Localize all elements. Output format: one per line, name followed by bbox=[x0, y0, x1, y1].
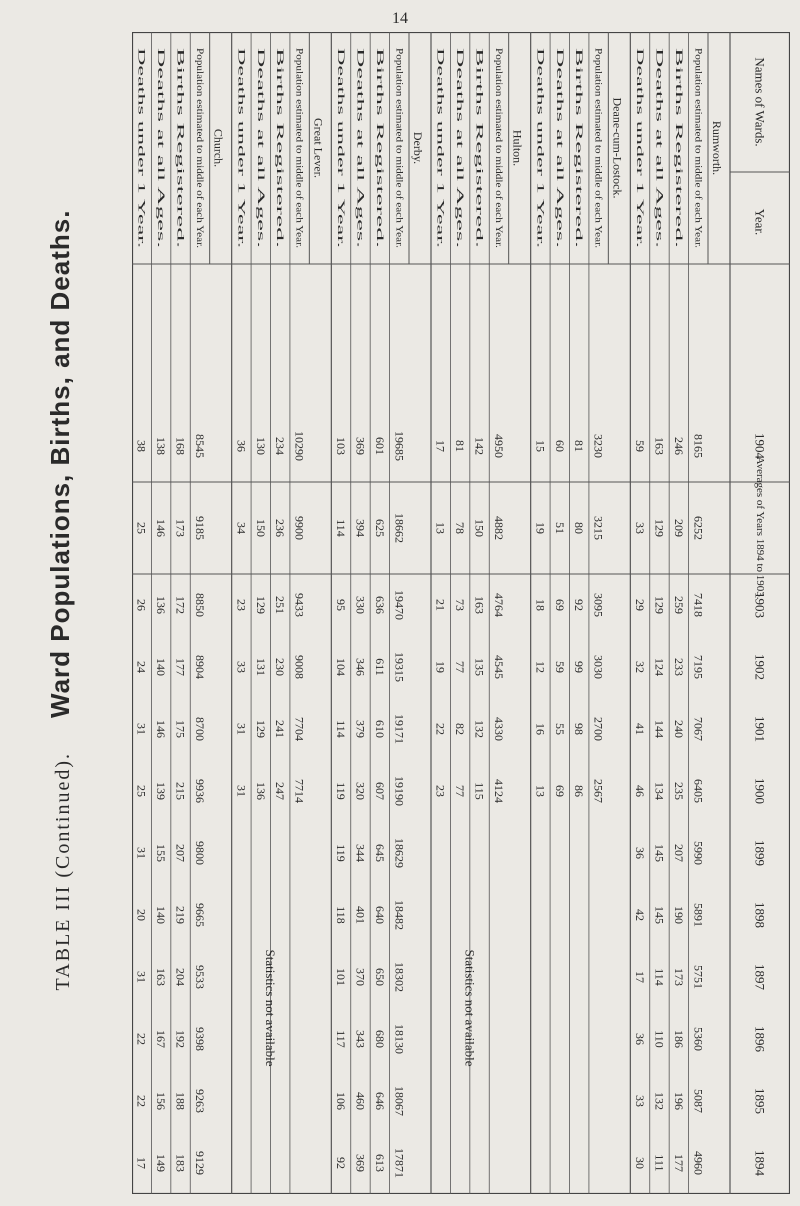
data-cell: 73 bbox=[453, 599, 468, 611]
data-cell: 8545 bbox=[192, 434, 207, 458]
data-cell: 55 bbox=[552, 723, 567, 735]
year-label: Year. bbox=[752, 208, 768, 236]
data-cell: 9800 bbox=[192, 841, 207, 865]
data-cell: 145 bbox=[652, 906, 667, 924]
data-cell: 146 bbox=[154, 720, 169, 738]
data-cell: 241 bbox=[273, 720, 288, 738]
data-cell: 235 bbox=[671, 782, 686, 800]
column-header: Births Registered. bbox=[574, 47, 585, 113]
data-cell: 110 bbox=[652, 1030, 667, 1048]
data-cell: 22 bbox=[433, 723, 448, 735]
data-cell: 173 bbox=[173, 519, 188, 537]
data-cell: 163 bbox=[652, 437, 667, 455]
data-cell: 59 bbox=[633, 440, 648, 453]
data-cell: 4330 bbox=[491, 717, 506, 741]
column-header: Births Registered. bbox=[275, 48, 286, 114]
column-header: Births Registered. bbox=[374, 48, 385, 113]
data-cell: 601 bbox=[372, 437, 387, 455]
data-cell: 20 bbox=[134, 909, 149, 921]
data-cell: 17871 bbox=[392, 1148, 407, 1178]
column-header: Deaths under 1 Year. bbox=[336, 47, 347, 123]
data-cell: 155 bbox=[154, 844, 169, 862]
data-cell: 77 bbox=[453, 785, 468, 797]
data-cell: 4764 bbox=[491, 593, 506, 617]
data-cell: 19 bbox=[433, 661, 448, 673]
data-cell: 207 bbox=[671, 844, 686, 862]
data-cell: 172 bbox=[173, 596, 188, 614]
data-cell: 9398 bbox=[192, 1027, 207, 1051]
data-cell: 34 bbox=[234, 522, 249, 534]
data-cell: 33 bbox=[633, 522, 648, 534]
data-cell: 77 bbox=[453, 661, 468, 673]
data-cell: 24 bbox=[134, 661, 149, 673]
data-cell: 25 bbox=[134, 522, 149, 534]
column-header: Deaths at all Ages. bbox=[554, 48, 565, 116]
data-cell: 251 bbox=[273, 596, 288, 614]
data-cell: 394 bbox=[353, 519, 368, 537]
data-cell: 460 bbox=[353, 1092, 368, 1110]
data-cell: 4545 bbox=[491, 655, 506, 679]
data-cell: 330 bbox=[353, 596, 368, 614]
data-cell: 168 bbox=[173, 437, 188, 455]
data-cell: 80 bbox=[572, 522, 587, 534]
data-cell: 23 bbox=[433, 785, 448, 797]
year-cell: 1904 bbox=[752, 433, 768, 459]
data-cell: 129 bbox=[253, 720, 268, 738]
data-cell: 2700 bbox=[591, 717, 606, 741]
data-cell: 8700 bbox=[192, 717, 207, 741]
data-cell: 5751 bbox=[691, 965, 706, 989]
data-cell: 129 bbox=[652, 519, 667, 537]
data-cell: 119 bbox=[334, 782, 349, 800]
data-cell: 19171 bbox=[392, 714, 407, 744]
column-header: Births Registered. bbox=[474, 48, 485, 114]
data-cell: 156 bbox=[154, 1092, 169, 1110]
data-cell: 19470 bbox=[392, 590, 407, 620]
data-cell: 234 bbox=[273, 437, 288, 455]
data-cell: 31 bbox=[134, 971, 149, 983]
data-cell: 140 bbox=[154, 906, 169, 924]
year-cell: 1895 bbox=[752, 1088, 768, 1114]
column-header: Deaths at all Ages. bbox=[355, 48, 366, 116]
ward-name: Hulton. bbox=[510, 129, 525, 167]
data-cell: 130 bbox=[253, 437, 268, 455]
data-cell: 5891 bbox=[691, 903, 706, 927]
data-cell: 369 bbox=[353, 437, 368, 455]
data-cell: 26 bbox=[134, 599, 149, 611]
data-cell: 38 bbox=[134, 440, 149, 452]
data-cell: 192 bbox=[173, 1030, 188, 1048]
data-cell: 240 bbox=[671, 720, 686, 738]
statistics-not-available-note: Statistics not available bbox=[462, 949, 478, 1067]
data-cell: 646 bbox=[372, 1092, 387, 1110]
data-cell: 3230 bbox=[591, 434, 606, 458]
data-cell: 81 bbox=[453, 440, 468, 452]
data-cell: 114 bbox=[334, 519, 349, 537]
column-header: Deaths under 1 Year. bbox=[535, 48, 546, 123]
data-cell: 9433 bbox=[292, 593, 307, 617]
data-cell: 9008 bbox=[292, 655, 307, 679]
year-cell: 1901 bbox=[752, 716, 768, 742]
data-cell: 36 bbox=[633, 1033, 648, 1045]
data-cell: 18482 bbox=[392, 900, 407, 930]
data-cell: 78 bbox=[453, 522, 468, 534]
data-cell: 23 bbox=[234, 599, 249, 611]
year-cell: 1897 bbox=[752, 964, 768, 990]
data-cell: 625 bbox=[372, 519, 387, 537]
data-cell: 114 bbox=[652, 968, 667, 986]
data-cell: 146 bbox=[154, 519, 169, 537]
data-cell: 31 bbox=[234, 723, 249, 735]
year-cell: 1902 bbox=[752, 654, 768, 680]
column-header: Deaths under 1 Year. bbox=[236, 48, 247, 123]
data-cell: 607 bbox=[372, 782, 387, 800]
data-cell: 8165 bbox=[691, 434, 706, 458]
data-cell: 175 bbox=[173, 720, 188, 738]
data-cell: 7714 bbox=[292, 779, 307, 803]
data-cell: 236 bbox=[273, 519, 288, 537]
data-cell: 163 bbox=[154, 968, 169, 986]
data-cell: 140 bbox=[154, 658, 169, 676]
data-cell: 144 bbox=[652, 720, 667, 738]
data-cell: 145 bbox=[652, 844, 667, 862]
data-cell: 18629 bbox=[392, 838, 407, 868]
table-title bbox=[0, 0, 120, 1206]
data-cell: 36 bbox=[633, 847, 648, 859]
column-header: Population estimated to middle of each Year. bbox=[294, 48, 305, 209]
data-cell: 183 bbox=[173, 1154, 188, 1172]
data-cell: 92 bbox=[572, 599, 587, 611]
data-cell: 13 bbox=[533, 785, 548, 797]
column-header: Deaths at all Ages. bbox=[455, 48, 466, 116]
column-header: Deaths at all Ages. bbox=[156, 48, 167, 116]
data-cell: 32 bbox=[633, 661, 648, 673]
data-cell: 31 bbox=[134, 847, 149, 859]
data-cell: 3095 bbox=[591, 593, 606, 617]
data-cell: 611 bbox=[372, 658, 387, 676]
column-header: Population estimated to middle of each Year. bbox=[693, 48, 704, 209]
data-cell: 9936 bbox=[192, 779, 207, 803]
data-cell: 135 bbox=[472, 658, 487, 676]
data-cell: 15 bbox=[533, 440, 548, 452]
data-cell: 25 bbox=[134, 785, 149, 797]
data-cell: 19315 bbox=[392, 652, 407, 682]
data-cell: 114 bbox=[334, 720, 349, 738]
data-cell: 136 bbox=[154, 596, 169, 614]
data-cell: 8850 bbox=[192, 593, 207, 617]
year-cell: 1894 bbox=[752, 1150, 768, 1176]
data-cell: 259 bbox=[671, 596, 686, 614]
data-cell: 204 bbox=[173, 968, 188, 986]
data-cell: 610 bbox=[372, 720, 387, 738]
statistics-not-available-note: Statistics not available bbox=[263, 949, 278, 1067]
data-cell: 167 bbox=[154, 1030, 169, 1048]
data-cell: 21 bbox=[433, 599, 448, 611]
data-cell: 4950 bbox=[491, 434, 506, 458]
data-cell: 134 bbox=[652, 782, 667, 800]
data-cell: 9665 bbox=[192, 903, 207, 927]
data-cell: 343 bbox=[353, 1030, 368, 1048]
column-header: Deaths at all Ages. bbox=[654, 48, 665, 116]
year-cell: 1896 bbox=[752, 1026, 768, 1052]
data-cell: 86 bbox=[572, 785, 587, 797]
table-label: TABLE III (Continued). bbox=[52, 751, 74, 991]
data-cell: 207 bbox=[173, 844, 188, 862]
data-cell: 233 bbox=[671, 658, 686, 676]
column-header: Deaths under 1 Year. bbox=[136, 48, 147, 123]
data-cell: 6405 bbox=[691, 779, 706, 803]
data-cell: 17 bbox=[134, 1157, 149, 1169]
column-header: Births Registered. bbox=[673, 48, 684, 113]
data-cell: 7195 bbox=[691, 655, 706, 679]
data-cell: 82 bbox=[453, 723, 468, 735]
data-cell: 103 bbox=[334, 437, 349, 455]
year-cell: 1898 bbox=[752, 902, 768, 928]
column-header: Deaths under 1 Year. bbox=[435, 48, 446, 123]
data-cell: 98 bbox=[572, 723, 587, 735]
data-cell: 246 bbox=[671, 437, 686, 455]
data-cell: 219 bbox=[173, 906, 188, 924]
data-cell: 344 bbox=[353, 844, 368, 862]
data-cell: 188 bbox=[173, 1092, 188, 1110]
data-cell: 29 bbox=[633, 599, 648, 611]
data-cell: 19685 bbox=[392, 431, 407, 461]
data-cell: 139 bbox=[154, 782, 169, 800]
year-cell: 1900 bbox=[752, 778, 768, 804]
year-cell: 1899 bbox=[752, 840, 768, 866]
data-cell: 19190 bbox=[392, 776, 407, 806]
data-cell: 118 bbox=[334, 906, 349, 924]
data-cell: 173 bbox=[671, 968, 686, 986]
data-cell: 69 bbox=[552, 785, 567, 797]
data-cell: 31 bbox=[134, 723, 149, 735]
data-cell: 42 bbox=[633, 909, 648, 921]
data-cell: 129 bbox=[652, 596, 667, 614]
data-cell: 18662 bbox=[392, 513, 407, 543]
data-cell: 119 bbox=[334, 844, 349, 862]
data-cell: 9185 bbox=[192, 516, 207, 540]
data-cell: 636 bbox=[372, 596, 387, 614]
data-cell: 3030 bbox=[591, 655, 606, 679]
data-cell: 31 bbox=[234, 785, 249, 797]
data-cell: 680 bbox=[372, 1030, 387, 1048]
data-cell: 99 bbox=[572, 661, 587, 673]
data-cell: 370 bbox=[353, 968, 368, 986]
data-cell: 190 bbox=[671, 906, 686, 924]
data-cell: 186 bbox=[671, 1030, 686, 1048]
column-header: Births Registered. bbox=[175, 48, 186, 113]
data-cell: 101 bbox=[334, 968, 349, 986]
data-cell: 177 bbox=[671, 1154, 686, 1172]
data-cell: 150 bbox=[253, 519, 268, 537]
data-cell: 9129 bbox=[192, 1151, 207, 1175]
data-cell: 640 bbox=[372, 906, 387, 924]
data-cell: 117 bbox=[334, 1030, 349, 1048]
data-cell: 196 bbox=[671, 1092, 686, 1110]
data-cell: 13 bbox=[433, 522, 448, 534]
data-cell: 650 bbox=[372, 968, 387, 986]
data-cell: 132 bbox=[472, 720, 487, 738]
data-cell: 138 bbox=[154, 437, 169, 455]
data-cell: 163 bbox=[472, 596, 487, 614]
column-header: Population estimated to middle of each Year. bbox=[194, 48, 205, 209]
data-cell: 5990 bbox=[691, 841, 706, 865]
data-cell: 92 bbox=[334, 1157, 349, 1169]
data-cell: 7704 bbox=[292, 717, 307, 741]
data-cell: 149 bbox=[154, 1154, 169, 1172]
data-cell: 12 bbox=[533, 661, 548, 673]
data-cell: 18302 bbox=[392, 962, 407, 992]
ward-statistics-table bbox=[132, 32, 790, 1194]
data-cell: 22 bbox=[134, 1095, 149, 1107]
data-cell: 19 bbox=[533, 522, 548, 534]
data-cell: 46 bbox=[633, 785, 648, 797]
data-cell: 33 bbox=[633, 1095, 648, 1107]
data-cell: 59 bbox=[552, 661, 567, 673]
column-header: Population estimated to middle of each Year. bbox=[493, 48, 504, 209]
data-cell: 379 bbox=[353, 720, 368, 738]
data-cell: 41 bbox=[633, 723, 648, 735]
year-cell: 1903 bbox=[752, 592, 768, 618]
data-cell: 4124 bbox=[491, 779, 506, 803]
data-cell: 215 bbox=[173, 782, 188, 800]
data-cell: 136 bbox=[253, 782, 268, 800]
names-of-wards-label: Names of Wards. bbox=[752, 57, 768, 147]
data-cell: 645 bbox=[372, 844, 387, 862]
data-cell: 81 bbox=[572, 440, 587, 452]
data-cell: 5360 bbox=[691, 1027, 706, 1051]
data-cell: 22 bbox=[134, 1033, 149, 1045]
data-cell: 95 bbox=[334, 599, 349, 611]
column-header: Population estimated to middle of each Year. bbox=[593, 48, 604, 209]
data-cell: 209 bbox=[671, 519, 686, 537]
page-number: 14 bbox=[392, 10, 408, 27]
ward-name: Deane-cum-Lostock. bbox=[610, 97, 625, 199]
data-cell: 106 bbox=[334, 1092, 349, 1110]
data-cell: 346 bbox=[353, 658, 368, 676]
data-cell: 613 bbox=[372, 1154, 387, 1172]
data-cell: 3215 bbox=[591, 516, 606, 540]
data-cell: 36 bbox=[234, 440, 249, 452]
column-header: Deaths under 1 Year. bbox=[635, 48, 646, 123]
data-cell: 69 bbox=[552, 599, 567, 611]
data-cell: 129 bbox=[253, 596, 268, 614]
column-header: Deaths at all Ages. bbox=[255, 47, 266, 116]
data-cell: 150 bbox=[472, 519, 487, 537]
data-cell: 7418 bbox=[691, 593, 706, 617]
data-cell: 17 bbox=[633, 971, 648, 983]
column-header: Population estimated to middle of each Year. bbox=[394, 48, 405, 209]
data-cell: 115 bbox=[472, 782, 487, 800]
data-cell: 18 bbox=[533, 599, 548, 611]
data-cell: 18067 bbox=[392, 1086, 407, 1116]
data-cell: 9900 bbox=[292, 516, 307, 540]
data-cell: 401 bbox=[353, 906, 368, 924]
ward-name: Derby. bbox=[411, 131, 425, 165]
data-cell: 51 bbox=[552, 522, 567, 534]
table-heading: Ward Populations, Births, and Deaths. bbox=[45, 209, 75, 718]
data-cell: 18130 bbox=[392, 1024, 407, 1054]
data-cell: 320 bbox=[353, 782, 368, 800]
data-cell: 5087 bbox=[691, 1089, 706, 1113]
data-cell: 230 bbox=[273, 658, 288, 676]
table-grid bbox=[132, 32, 790, 1194]
data-cell: 4882 bbox=[491, 516, 506, 540]
data-cell: 124 bbox=[652, 658, 667, 676]
data-cell: 10290 bbox=[292, 431, 307, 461]
data-cell: 9263 bbox=[192, 1089, 207, 1113]
data-cell: 142 bbox=[472, 437, 487, 455]
data-cell: 132 bbox=[652, 1092, 667, 1110]
data-cell: 33 bbox=[234, 661, 249, 673]
data-cell: 7067 bbox=[691, 717, 706, 741]
ward-name: Church. bbox=[211, 128, 226, 168]
data-cell: 2567 bbox=[591, 779, 606, 803]
data-cell: 111 bbox=[652, 1154, 667, 1172]
data-cell: 6252 bbox=[691, 516, 706, 540]
data-cell: 247 bbox=[273, 782, 288, 800]
data-cell: 60 bbox=[552, 440, 567, 452]
ward-name: Great Lever. bbox=[311, 118, 326, 178]
data-cell: 369 bbox=[353, 1154, 368, 1172]
year-cell: Averages of Years 1894 to 1903. bbox=[754, 456, 766, 600]
data-cell: 177 bbox=[173, 658, 188, 676]
data-cell: 131 bbox=[253, 658, 268, 676]
data-cell: 4960 bbox=[691, 1151, 706, 1175]
data-cell: 16 bbox=[533, 723, 548, 735]
data-cell: 9533 bbox=[192, 965, 207, 989]
ward-name: Rumworth. bbox=[710, 120, 724, 176]
data-cell: 17 bbox=[433, 440, 448, 452]
data-cell: 8904 bbox=[192, 655, 207, 679]
data-cell: 30 bbox=[633, 1157, 648, 1169]
data-cell: 104 bbox=[334, 658, 349, 676]
